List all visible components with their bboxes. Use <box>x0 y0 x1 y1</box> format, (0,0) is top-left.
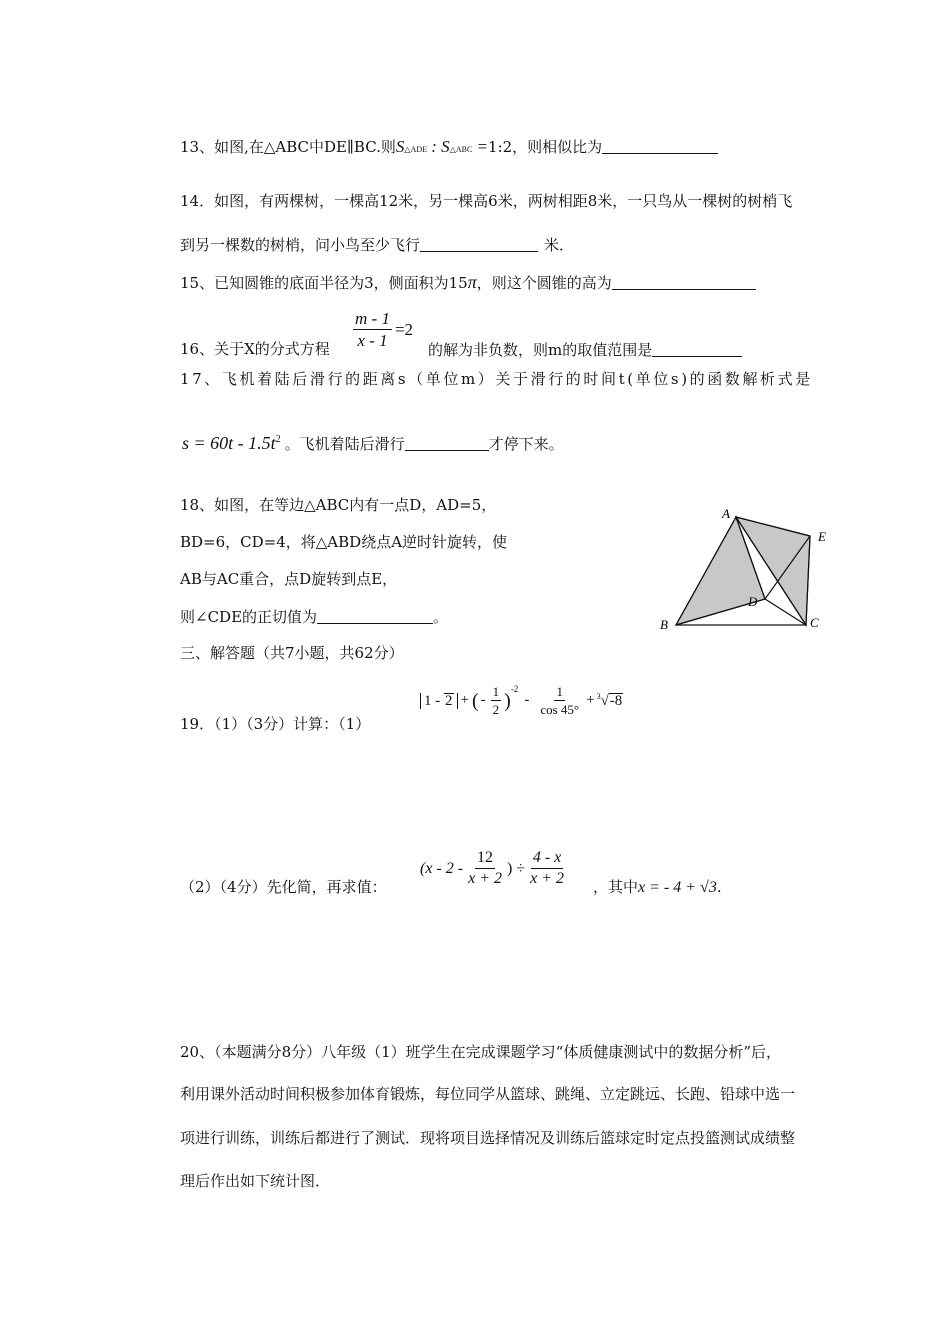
q17-line2 <box>182 434 564 452</box>
q20-line1: 20、（本题满分8分）八年级（1）班学生在完成课题学习“体质健康测试中的数据分析”后， <box>180 1043 782 1061</box>
q19-frac-2: $\frac{4 - x}{x + 2}$ <box>530 849 565 887</box>
q17-text-c: 才停下来。 <box>488 435 564 453</box>
abs-expression: 1 - 2 <box>420 693 458 709</box>
q15-line <box>180 273 756 291</box>
q17-formula: $s = 60t - 1.5t^2$ <box>182 433 281 453</box>
q16-fraction: $\frac{m - 1}{x - 1}$ <box>355 309 390 350</box>
label-d: D <box>748 594 758 609</box>
q19-p2-formula: (x - 2 - $\frac{12}{x + 2}$ ) ÷ $\frac{4 - x}{x + 2}$ <box>420 849 565 887</box>
cube-root: $^3$√-8 <box>596 691 623 709</box>
q17-text-b: 。飞机着陆后滑行 <box>284 435 405 453</box>
q18-line4: 则∠CDE的正切值为 。 <box>180 608 449 626</box>
q14-answer-blank[interactable] <box>420 237 538 252</box>
q13-line <box>180 138 718 155</box>
q20-line2: 利用课外活动时间积极参加体育锻炼，每位同学从篮球、跳绳、立定跳远、长跑、铅球中选一 <box>180 1085 796 1103</box>
section3-title: 三、解答题（共7小题，共62分） <box>180 644 404 662</box>
q20-line3: 项进行训练，训练后都进行了测试．现将项目选择情况及训练后篮球定时定点投篮测试成绩整 <box>180 1129 796 1147</box>
q15-text-a: 15、已知圆锥的底面半径为3，侧面积为15 <box>180 274 468 292</box>
q19-p2-tail: ，其中x = - 4 + √3. <box>593 878 722 896</box>
q14-text: 到另一棵数的树梢，问小鸟至少飞行 <box>180 236 421 254</box>
q16-equation <box>350 310 413 349</box>
q19-p1-text: 19．（1）（3分）计算：（1） <box>180 715 371 733</box>
q16-rhs: =2 <box>394 320 414 339</box>
q13-answer-blank[interactable] <box>602 139 718 154</box>
q15-pi: π <box>467 272 477 292</box>
q15-answer-blank[interactable] <box>612 275 756 290</box>
label-c: C <box>810 615 819 630</box>
q13-text-b: 1:2，则相似比为 <box>488 138 603 156</box>
q19-p2-value: x = - 4 + √3 <box>638 879 717 896</box>
label-b: B <box>660 617 668 632</box>
q14-unit: 米． <box>544 236 575 254</box>
q15-text-b: ，则这个圆锥的高为 <box>476 274 612 292</box>
q20-line4: 理后作出如下统计图． <box>180 1172 331 1190</box>
q13-text-a: 13、如图,在△ABC中DE∥BC.则 <box>180 138 396 156</box>
label-a: A <box>722 506 730 521</box>
q16-line-b <box>428 342 742 358</box>
q19-p1-formula: 1 - 2 + ( - $\frac{1}{2}$ ) -2 - $\frac{1}{\cos 45^\circ}$ + $^3$√-8 <box>420 685 623 716</box>
q18-line3: AB与AC重合，点D旋转到点E， <box>180 570 398 588</box>
label-e: E <box>818 529 826 544</box>
q18-answer-blank[interactable] <box>317 609 433 624</box>
q16-text-a: 16、关于X的分式方程 <box>180 340 330 358</box>
q14-line2 <box>180 237 574 253</box>
q17-line1: 17、飞机着陆后滑行的距离s（单位m）关于滑行的时间t(单位s)的函数解析式是 <box>180 370 813 388</box>
q14-line1: 14．如图，有两棵树，一棵高12米，另一棵高6米，两树相距8米，一只鸟从一棵树的树梢飞 <box>180 192 793 210</box>
triangle-figure <box>650 500 840 640</box>
q17-answer-blank[interactable] <box>405 436 489 451</box>
q13-formula: S△ADE : S△ABC = <box>395 137 489 156</box>
q19-cos-fraction: $\frac{1}{\cos 45^\circ}$ <box>540 684 580 717</box>
q19-frac-1: $\frac{12}{x + 2}$ <box>468 849 502 887</box>
q16-text-b: 的解为非负数，则m的取值范围是 <box>428 341 653 359</box>
q19-p2-text: （2）（4分）先化简，再求值： <box>180 878 387 896</box>
q18-line1: 18、如图，在等边△ABC内有一点D，AD=5， <box>180 496 497 514</box>
q16-answer-blank[interactable] <box>652 342 742 357</box>
q18-line2: BD=6，CD=4，将△ABD绕点A逆时针旋转，使 <box>180 533 508 551</box>
q19-half: $\frac{1}{2}$ <box>492 684 500 717</box>
q16-line <box>180 342 330 357</box>
